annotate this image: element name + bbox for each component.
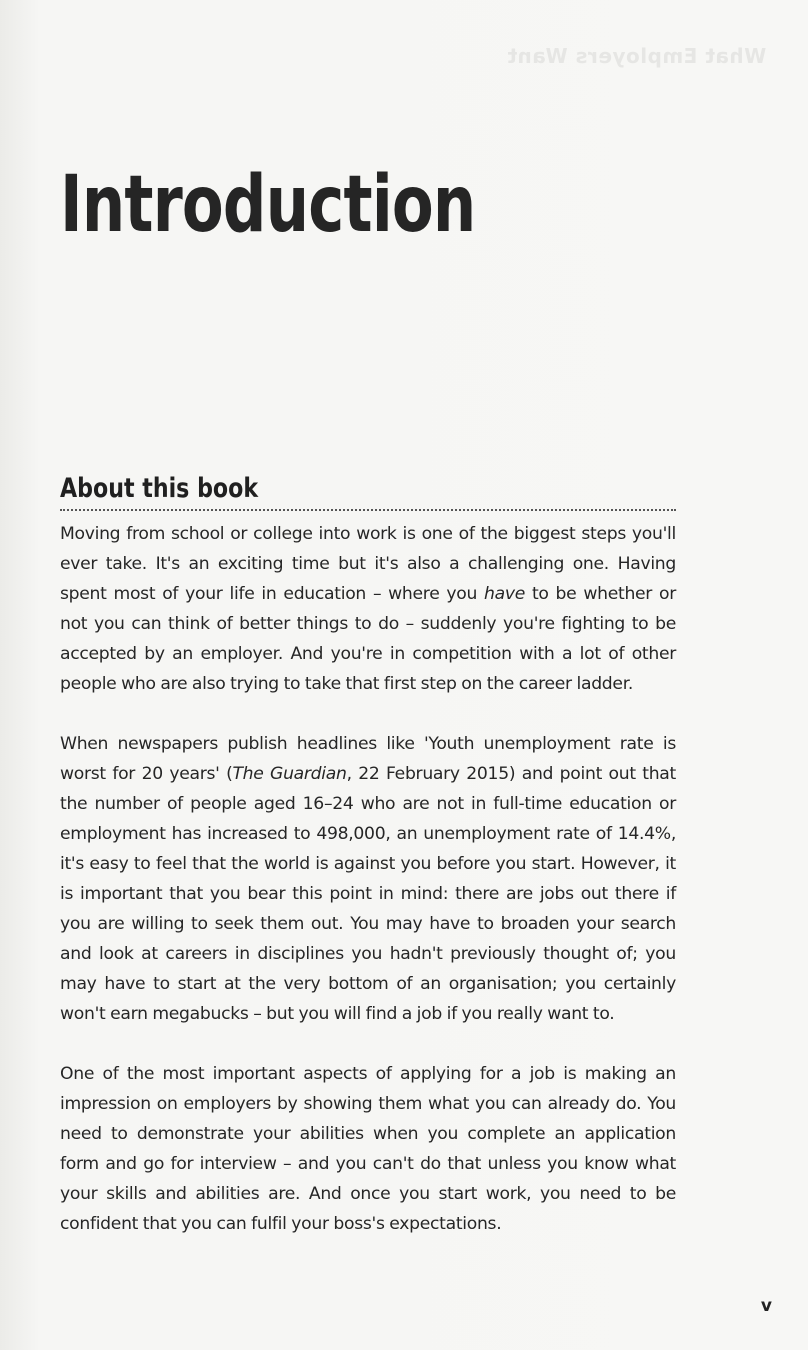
dotted-divider xyxy=(60,509,676,511)
paragraph-1 xyxy=(60,519,676,699)
text-run: , 22 February 2015) and point out that the number of people aged 16–24 who are not in full-time education or employment has increased to 498,000, an unemployment rate of 14.4%, it's easy to feel that the world is against you before you start. However, it is important that you bear this point in mind: there are jobs out there if you are willing to seek them out. You may have to broaden your search and look at careers in disciplines you hadn't previously thought of; you may have to start at the very bottom of an organisation; you certainly won't earn megabucks – but you will find a job if you really want to. xyxy=(60,764,676,1024)
body-text xyxy=(60,519,676,1269)
text-run: Moving from school or college into work is one of the biggest steps you'll ever take. It's an exciting time but it's also a challenging one. Having spent most of your life in education – where you xyxy=(60,524,676,604)
paragraph-2 xyxy=(60,729,676,1029)
italic-text: have xyxy=(484,584,526,604)
text-run: to be whether or not you can think of better things to do – suddenly you're fighting to be accepted by an employer. And you're in competition with a lot of other people who are also trying to take that first step on the career ladder. xyxy=(60,584,676,694)
section-heading: About this book xyxy=(60,473,259,504)
page-number: v xyxy=(760,1296,772,1316)
text-run: One of the most important aspects of applying for a job is making an impression on employers by showing them what you can already do. You need to demonstrate your abilities when you complete an application form and go for interview – and you can't do that unless you know what your skills and abilities are. And once you start work, you need to be confident that you can fulfil your boss's expectations. xyxy=(60,1064,676,1234)
italic-text: The Guardian xyxy=(232,764,347,784)
text-run: When newspapers publish headlines like 'Youth unemployment rate is worst for 20 years' ( xyxy=(60,734,676,784)
chapter-title: Introduction xyxy=(60,160,476,250)
show-through-header: What Employers Want xyxy=(506,44,766,68)
paragraph-3 xyxy=(60,1059,676,1239)
